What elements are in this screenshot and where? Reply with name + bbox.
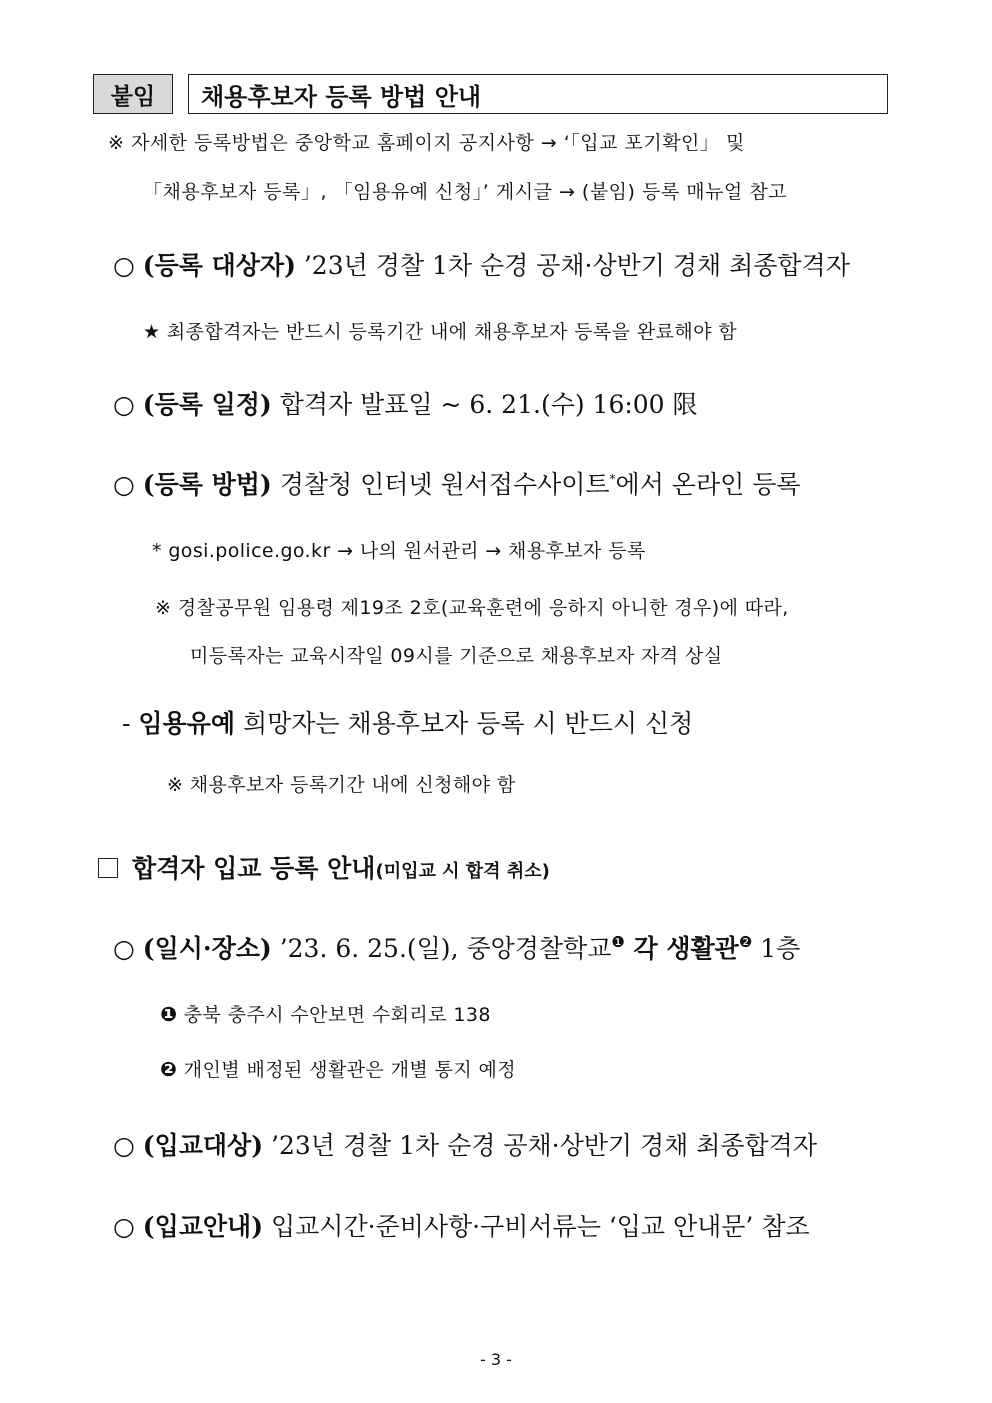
method-warning-line2: 미등록자는 교육시작일 09시를 기준으로 채용후보자 자격 상실 <box>190 645 723 667</box>
item-entry-info <box>113 1207 810 1243</box>
section-entrance-registration <box>98 849 550 885</box>
item-label: (입교안내) <box>142 1212 264 1241</box>
ref-mark-2: ❷ <box>160 1057 178 1081</box>
item-label: (등록 일정) <box>142 390 272 419</box>
item-label: (등록 방법) <box>142 470 272 499</box>
document-title: 채용후보자 등록 방법 안내 <box>188 74 888 114</box>
item-text: ’23년 경찰 1차 순경 공채·상반기 경채 최종합격자 <box>263 1131 817 1160</box>
item-text: 입교시간·준비사항·구비서류는 ‘입교 안내문’ 참조 <box>263 1212 810 1241</box>
dash-bullet: - <box>122 709 131 738</box>
datetime-note-2 <box>160 1055 516 1082</box>
item-label: 임용유예 <box>138 709 236 738</box>
method-footnote: * gosi.police.go.kr → 나의 원서관리 → 채용후보자 등록 <box>152 540 646 562</box>
note-text: 충북 충주시 수안보면 수회리로 138 <box>177 1004 491 1026</box>
datetime-note-1 <box>160 1000 491 1027</box>
item-registration-target <box>113 246 850 282</box>
item-text-after: 에서 온라인 등록 <box>615 470 801 499</box>
item-text: 경찰청 인터넷 원서접수사이트 <box>271 470 610 499</box>
item-text-after: 1층 <box>752 934 801 963</box>
item-entry-target <box>113 1126 817 1162</box>
bullet-circle: ○ <box>113 251 135 280</box>
item-registration-schedule <box>113 385 698 421</box>
section-subtitle: (미입교 시 합격 취소) <box>375 861 550 882</box>
item-registration-method <box>113 465 801 501</box>
ref-mark-1: ❶ <box>160 1002 178 1026</box>
bullet-circle: ○ <box>113 1212 135 1241</box>
section-title: 합격자 입교 등록 안내 <box>132 854 376 883</box>
item-label: (일시·장소) <box>142 934 272 963</box>
footnote-mark: * <box>609 472 616 486</box>
square-bullet-icon <box>98 858 118 878</box>
note-text: 개인별 배정된 생활관은 개별 통지 예정 <box>177 1059 517 1081</box>
registration-target-note: ★ 최종합격자는 반드시 등록기간 내에 채용후보자 등록을 완료해야 함 <box>143 321 738 343</box>
item-text-mid: 각 생활관 <box>624 934 739 963</box>
method-warning-line1: ※ 경찰공무원 임용령 제19조 2호(교육훈련에 응하지 아니한 경우)에 따라, <box>155 597 789 619</box>
item-deferral <box>122 704 693 740</box>
item-datetime-place <box>113 929 800 965</box>
item-text: 합격자 발표일 ~ 6. 21.(수) 16:00 限 <box>271 390 698 419</box>
intro-note-line2: 「채용후보자 등록」, 「임용유예 신청」’ 게시글 → (붙임) 등록 매뉴얼 참고 <box>143 181 788 203</box>
bullet-circle: ○ <box>113 390 135 419</box>
item-text: ’23. 6. 25.(일), 중앙경찰학교 <box>271 934 612 963</box>
item-label: (입교대상) <box>142 1131 264 1160</box>
bullet-circle: ○ <box>113 1131 135 1160</box>
intro-note-line1: ※ 자세한 등록방법은 중앙학교 홈페이지 공지사항 → ‘「입교 포기확인」 및 <box>108 132 745 154</box>
attachment-tag: 붙임 <box>93 74 173 114</box>
item-label: (등록 대상자) <box>142 251 296 280</box>
ref-mark-2: ❷ <box>738 933 753 951</box>
deferral-note: ※ 채용후보자 등록기간 내에 신청해야 함 <box>167 774 516 796</box>
page-number: - 3 - <box>480 1350 512 1369</box>
bullet-circle: ○ <box>113 934 135 963</box>
ref-mark-1: ❶ <box>611 933 625 951</box>
bullet-circle: ○ <box>113 470 135 499</box>
item-text: ’23년 경찰 1차 순경 공채·상반기 경채 최종합격자 <box>295 251 850 280</box>
item-text: 희망자는 채용후보자 등록 시 반드시 신청 <box>235 709 694 738</box>
